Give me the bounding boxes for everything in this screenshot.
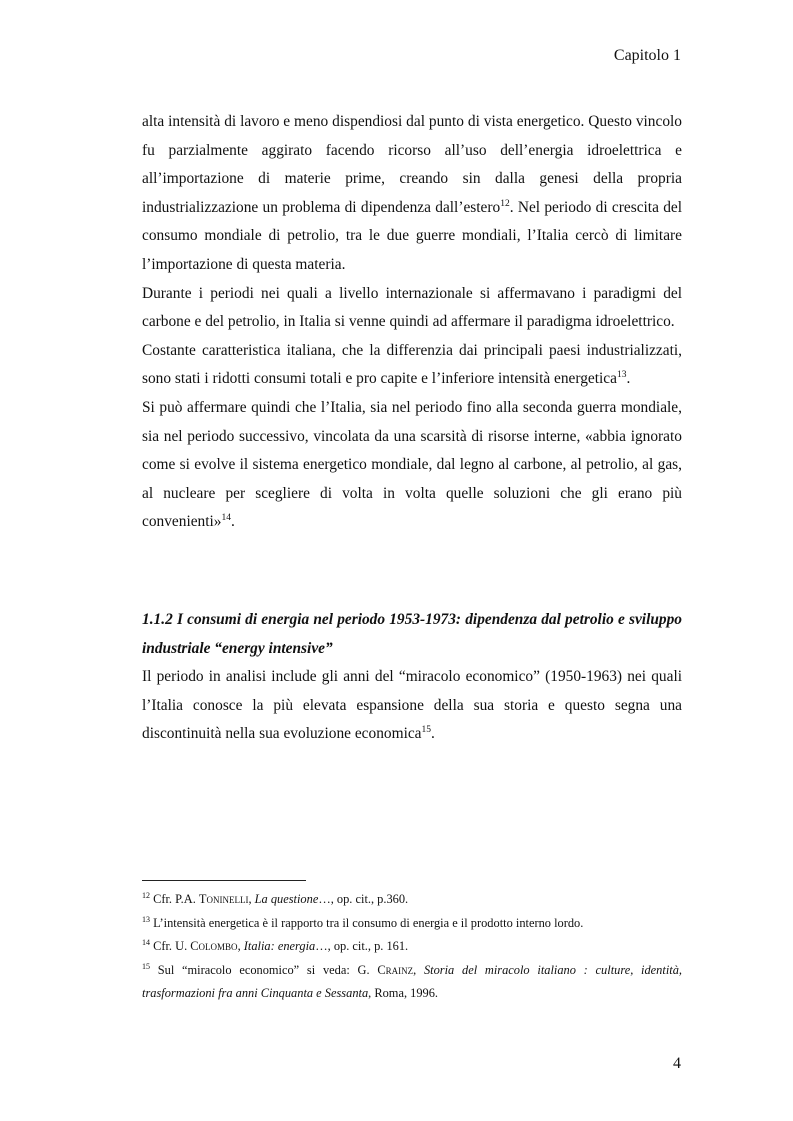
page-number: 4 bbox=[673, 1055, 681, 1072]
paragraph-4: Si può affermare quindi che l’Italia, sia nel periodo fino alla seconda guerra mondiale, sia nel periodo successivo, vincolata da una scarsità di risorse interne, «abbia ignorato come si evolve il sistema energetico mondiale, dal legno al carbone, al petrolio, al gas, al nucleare per scegliere di volta in volta quelle soluzioni che gli erano più convenienti»$^{14}$. bbox=[142, 398, 682, 531]
footnote-15: $^{15}$ Sul “miracolo economico” si veda: G. Crainz, Storia del miracolo italiano : culture, identità, trasformazioni fra anni Cinquanta e Sessanta, Roma, 1996. bbox=[142, 961, 682, 1000]
footnote-14: $^{14}$ Cfr. U. Colombo, Italia: energia…, op. cit., p. 161. bbox=[142, 938, 409, 953]
footnote-12: $^{12}$ Cfr. P.A. Toninelli, La questione…, op. cit., p.360. bbox=[142, 891, 409, 906]
footnote-separator bbox=[142, 880, 306, 881]
main-body bbox=[142, 108, 682, 537]
paragraph-3: Costante caratteristica italiana, che la differenzia dai principali paesi industrializzati, sono stati i ridotti consumi totali e pro capite e l’inferiore intensità energetica$^{13}$. bbox=[142, 341, 682, 388]
section-paragraph: Il periodo in analisi include gli anni del “miracolo economico” (1950-1963) nei quali l’Italia conosce la più elevata espansione della sua storia e questo segna una discontinuità nella sua evoluzione economica$^{15}$. bbox=[142, 668, 682, 743]
footnote-ref-14: 14 bbox=[221, 513, 231, 524]
paragraph-2: Durante i periodi nei quali a livello internazionale si affermavano i paradigmi del carbone e del petrolio, in Italia si venne quindi ad affermare il paradigma idroelettrico. bbox=[142, 284, 682, 331]
footnote-ref-12: 12 bbox=[500, 198, 510, 209]
footnote-ref-13: 13 bbox=[616, 370, 627, 381]
footnote-13: $^{13}$ L’intensità energetica è il rapporto tra il consumo di energia e il prodotto interno lordo. bbox=[142, 914, 584, 930]
footnote-ref-15: 15 bbox=[421, 725, 432, 736]
running-header: Capitolo 1 bbox=[613, 47, 681, 64]
section-1-1-2 bbox=[142, 606, 682, 749]
section-title: 1.1.2 I consumi di energia nel periodo 1953-1973: dipendenza dal petrolio e sviluppo industriale “energy intensive” bbox=[142, 611, 682, 657]
paragraph-1: alta intensità di lavoro e meno dispendiosi dal punto di vista energetico. Questo vincolo fu parzialmente aggirato facendo ricorso all’uso dell’energia idroelettrica e all’importazione di materie prime, creando sin dalla genesi della propria industrializzazione un problema di dipendenza dall’estero$^{12}$. Nel periodo di crescita del consumo mondiale di petrolio, tra le due guerre mondiali, l’Italia cercò di limitare l’importazione di questa materia. bbox=[142, 113, 683, 273]
footnotes bbox=[142, 888, 682, 1006]
